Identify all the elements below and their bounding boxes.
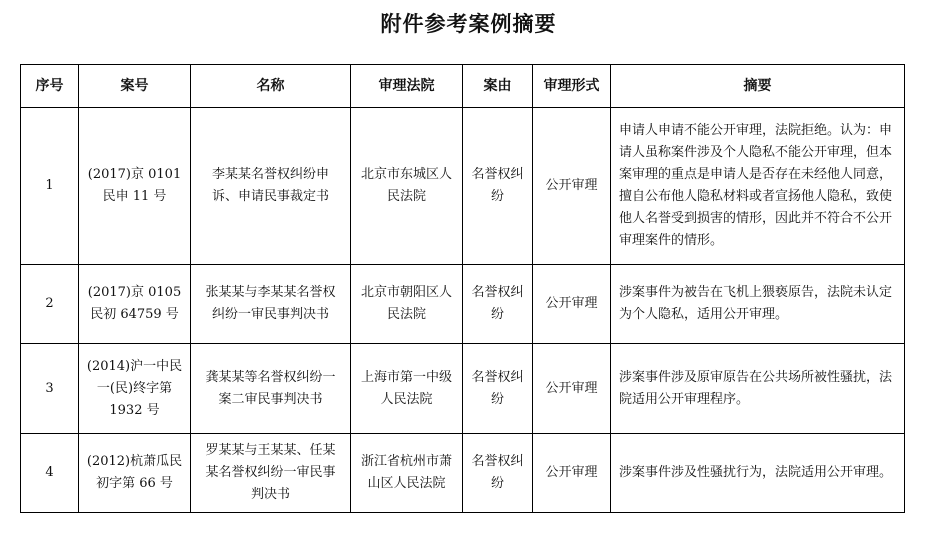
- cell-case-no: (2014)沪一中民一(民)终字第 1932 号: [79, 344, 191, 434]
- cell-case-no: (2017)京 0101 民申 11 号: [79, 108, 191, 265]
- cell-case-no: (2017)京 0105 民初 64759 号: [79, 265, 191, 344]
- cell-summary: 申请人申请不能公开审理，法院拒绝。认为：申请人虽称案件涉及个人隐私不能公开审理，但本案审理的重点是申请人是否存在未经他人同意，擅自公布他人隐私材料或者宣扬他人隐私，致使他人名誉受到损害的情形，因此并不符合不公开审理案件的情形。: [611, 108, 905, 265]
- cell-summary: 涉案事件为被告在飞机上猥亵原告，法院未认定为个人隐私，适用公开审理。: [611, 265, 905, 344]
- case-table: [20, 64, 905, 513]
- cell-summary: 涉案事件涉及原审原告在公共场所被性骚扰，法院适用公开审理程序。: [611, 344, 905, 434]
- cell-form: 公开审理: [533, 265, 611, 344]
- cell-cause: 名誉权纠纷: [463, 265, 533, 344]
- table-row: [21, 434, 905, 513]
- header-no: 序号: [21, 65, 79, 108]
- cell-form: 公开审理: [533, 108, 611, 265]
- cell-case-no: (2012)杭萧瓜民初字第 66 号: [79, 434, 191, 513]
- header-case-no: 案号: [79, 65, 191, 108]
- cell-no: 1: [21, 108, 79, 265]
- cell-name: 张某某与李某某名誉权纠纷一审民事判决书: [191, 265, 351, 344]
- cell-summary: 涉案事件涉及性骚扰行为，法院适用公开审理。: [611, 434, 905, 513]
- cell-court: 浙江省杭州市萧山区人民法院: [351, 434, 463, 513]
- document-title: 附件参考案例摘要: [380, 11, 557, 36]
- cell-cause: 名誉权纠纷: [463, 434, 533, 513]
- cell-court: 北京市东城区人民法院: [351, 108, 463, 265]
- cell-court: 上海市第一中级人民法院: [351, 344, 463, 434]
- header-summary: 摘要: [611, 65, 905, 108]
- table-row: [21, 265, 905, 344]
- cell-cause: 名誉权纠纷: [463, 344, 533, 434]
- cell-no: 3: [21, 344, 79, 434]
- cell-no: 2: [21, 265, 79, 344]
- cell-no: 4: [21, 434, 79, 513]
- table-row: [21, 344, 905, 434]
- header-row: [21, 65, 905, 108]
- header-form: 审理形式: [533, 65, 611, 108]
- cell-name: 罗某某与王某某、任某某名誉权纠纷一审民事判决书: [191, 434, 351, 513]
- header-cause: 案由: [463, 65, 533, 108]
- cell-cause: 名誉权纠纷: [463, 108, 533, 265]
- table-row: [21, 108, 905, 265]
- cell-court: 北京市朝阳区人民法院: [351, 265, 463, 344]
- header-name: 名称: [191, 65, 351, 108]
- cell-name: 李某某名誉权纠纷申诉、申请民事裁定书: [191, 108, 351, 265]
- cell-name: 龚某某等名誉权纠纷一案二审民事判决书: [191, 344, 351, 434]
- cell-form: 公开审理: [533, 434, 611, 513]
- header-court: 审理法院: [351, 65, 463, 108]
- cell-form: 公开审理: [533, 344, 611, 434]
